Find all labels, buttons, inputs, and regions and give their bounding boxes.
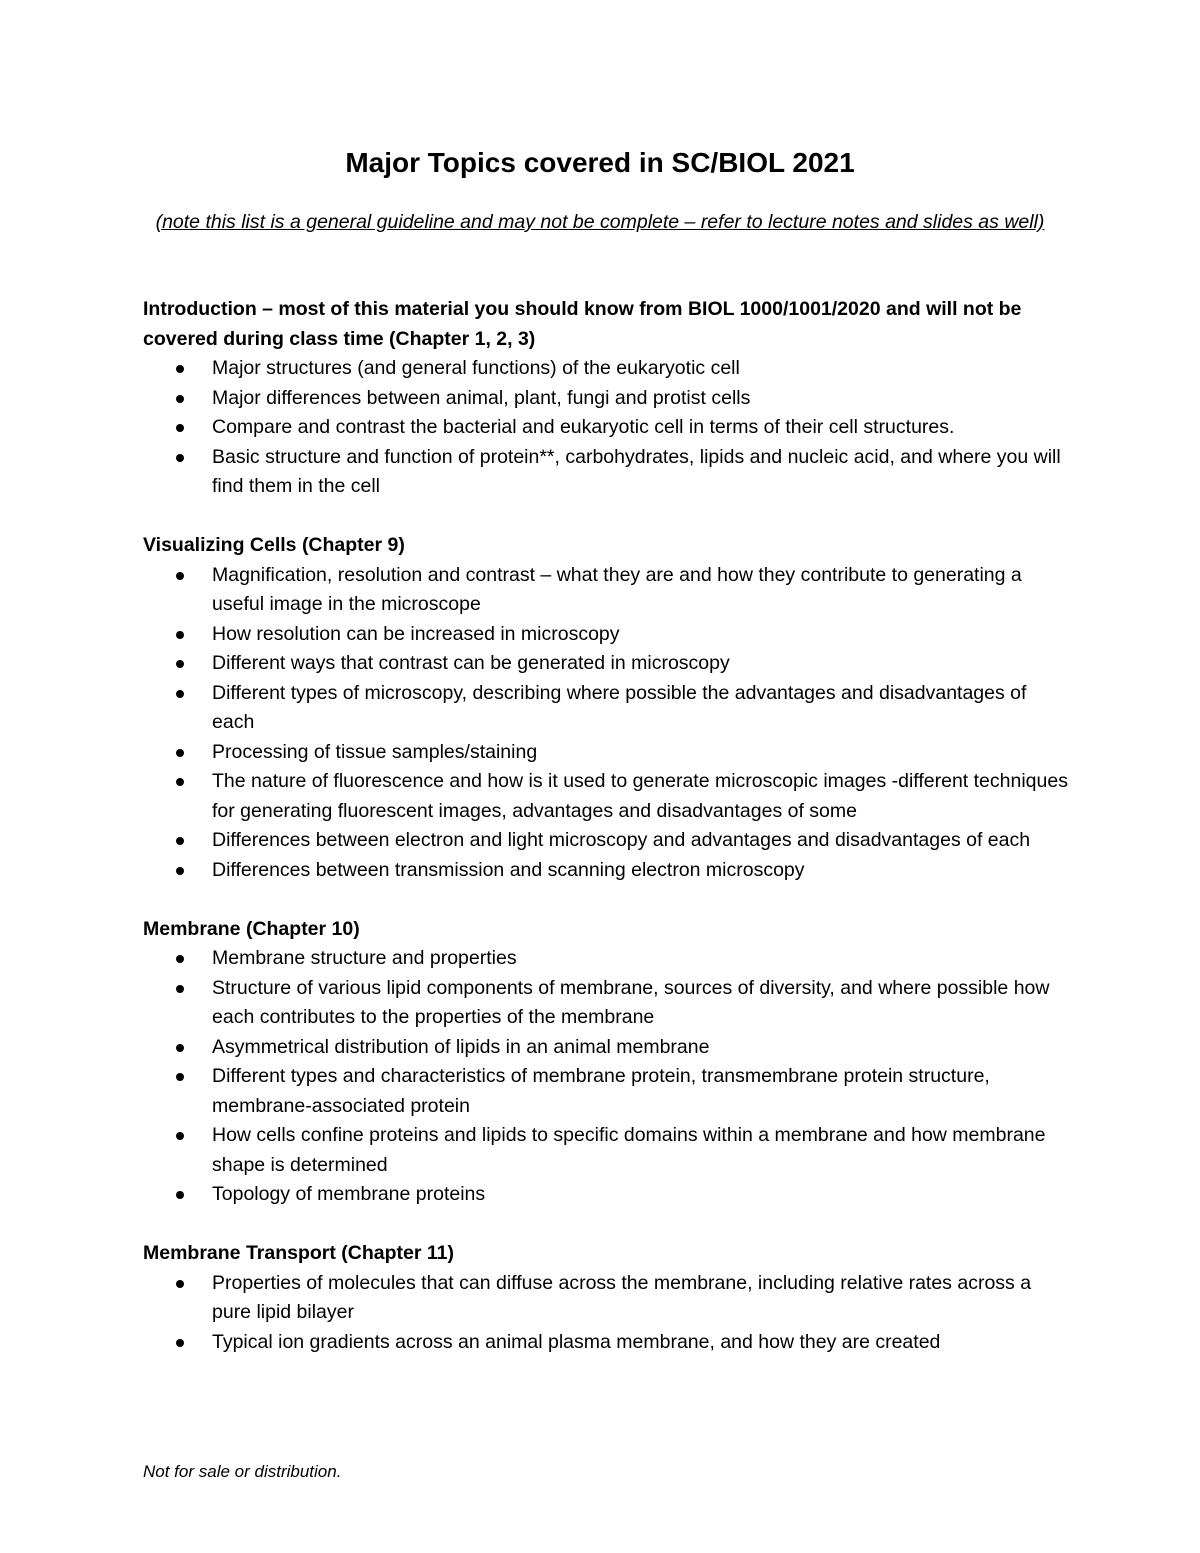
list-item-text: Properties of molecules that can diffuse across the membrane, including relative rates across a pure lipid bilayer [212,1271,1032,1323]
section-introduction [143,295,1073,502]
section-heading: Membrane Transport (Chapter 11) [143,1242,454,1264]
list-item-text: Differences between electron and light microscopy and advantages and disadvantages of each [212,829,1031,851]
section-membrane-transport [143,1239,1073,1357]
bullet-icon [176,778,184,786]
list-item-text: Different ways that contrast can be generated in microscopy [212,652,730,674]
bullet-list [143,1269,1073,1358]
bullet-list [143,354,1073,502]
list-item-text: Asymmetrical distribution of lipids in an animal membrane [212,1035,710,1058]
bullet-icon [176,395,184,403]
bullet-icon [176,660,184,668]
bullet-icon [176,690,184,698]
bullet-list [143,944,1073,1210]
bullet-icon [176,1132,184,1140]
section-heading: Introduction – most of this material you should know from BIOL 1000/1001/2020 and will not be covered during class time (Chapter 1, 2, 3) [143,298,1022,350]
list-item [143,974,1073,1033]
list-item-text: Basic structure and function of protein**, carbohydrates, lipids and nucleic acid, and where you will find them in the cell [212,445,1061,497]
list-item-text: Different types of microscopy, describing where possible the advantages and disadvantages of each [212,681,1027,733]
list-item [143,679,1073,738]
list-item [143,443,1073,502]
bullet-icon [176,1044,184,1052]
list-item-text: How cells confine proteins and lipids to specific domains within a membrane and how membrane shape is determined [212,1124,1046,1176]
bullet-icon [176,749,184,757]
list-item [143,649,1073,679]
list-item-text: Major differences between animal, plant, fungi and protist cells [212,386,751,409]
bullet-icon [176,837,184,845]
list-item [143,1269,1073,1328]
list-item-text: Typical ion gradients across an animal plasma membrane, and how they are created [212,1330,941,1353]
list-item-text: Processing of tissue samples/staining [212,740,538,763]
bullet-icon [176,1191,184,1199]
bullet-icon [176,424,184,432]
footer-disclaimer: Not for sale or distribution. [143,1462,342,1481]
list-item [143,561,1073,620]
list-item [143,1062,1073,1121]
bullet-icon [176,955,184,963]
bullet-icon [176,365,184,373]
list-item [143,944,1073,974]
section-heading: Visualizing Cells (Chapter 9) [143,534,405,556]
bullet-icon [176,631,184,639]
list-item [143,738,1073,768]
guideline-note: (note this list is a general guideline and may not be complete – refer to lecture notes and slides as well) [155,211,1045,233]
page-title: Major Topics covered in SC/BIOL 2021 [345,147,855,178]
list-item-text: How resolution can be increased in microscopy [212,622,620,645]
list-item [143,1033,1073,1063]
list-item-text: Differences between transmission and scanning electron microscopy [212,858,805,881]
topic-list [143,295,1073,1387]
bullet-icon [176,867,184,875]
bullet-list [143,561,1073,886]
section-heading: Membrane (Chapter 10) [143,917,360,940]
bullet-icon [176,985,184,993]
bullet-icon [176,572,184,580]
list-item-text: Membrane structure and properties [212,947,517,969]
list-item-text: Topology of membrane proteins [212,1183,486,1205]
list-item-text: The nature of fluorescence and how is it used to generate microscopic images -different techniques for generating fluorescent images, advantages and disadvantages of some [212,770,1068,822]
list-item [143,1121,1073,1180]
list-item [143,620,1073,650]
list-item [143,354,1073,384]
list-item [143,856,1073,886]
list-item-text: Compare and contrast the bacterial and eukaryotic cell in terms of their cell structures. [212,416,955,438]
list-item [143,413,1073,443]
bullet-icon [176,1073,184,1081]
bullet-icon [176,1280,184,1288]
list-item-text: Structure of various lipid components of membrane, sources of diversity, and where possible how each contributes to the properties of the membrane [212,976,1050,1028]
list-item [143,1328,1073,1358]
list-item [143,826,1073,856]
section-membrane [143,915,1073,1210]
list-item [143,1180,1073,1210]
list-item [143,384,1073,414]
list-item-text: Magnification, resolution and contrast – what they are and how they contribute to generating a useful image in the microscope [212,563,1022,615]
list-item-text: Different types and characteristics of membrane protein, transmembrane protein structure, membrane-associated protein [212,1065,990,1117]
bullet-icon [176,454,184,462]
list-item-text: Major structures (and general functions) of the eukaryotic cell [212,357,740,379]
bullet-icon [176,1339,184,1347]
list-item [143,767,1073,826]
section-visualizing-cells [143,531,1073,885]
